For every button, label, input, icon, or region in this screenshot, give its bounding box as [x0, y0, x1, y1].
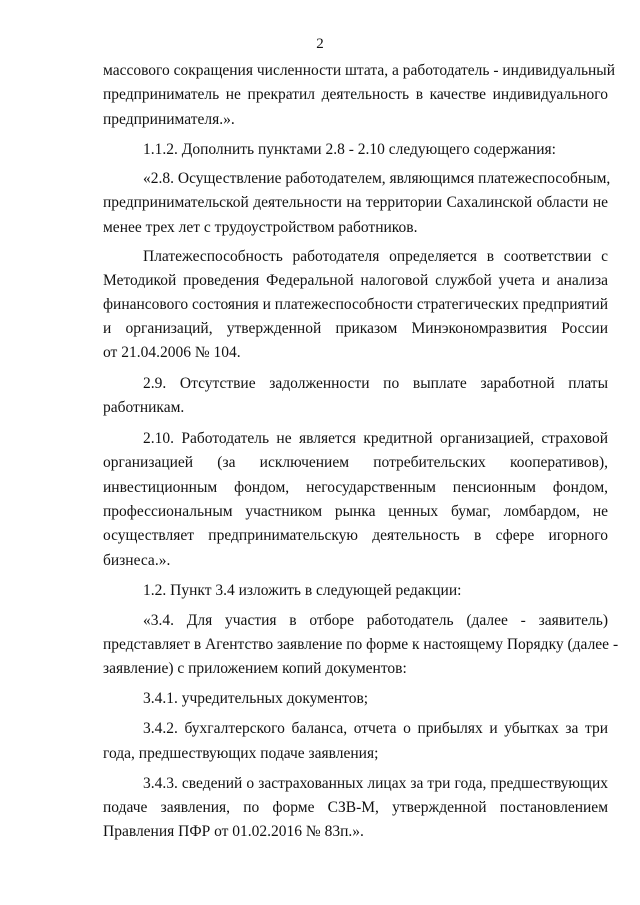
- text-line: 3.4.1. учредительных документов;: [143, 690, 369, 707]
- text-line: организацией (за исключением потребительских кооперативов),: [103, 454, 608, 471]
- text-line: работникам.: [103, 399, 185, 416]
- text-line: массового сокращения численности штата, а работодатель - индивидуальный: [103, 62, 616, 79]
- text-line: заявление) с приложением копий документов:: [103, 660, 407, 677]
- text-line: «3.4. Для участия в отборе работодатель (далее - заявитель): [143, 612, 608, 629]
- text-line: предпринимателя.».: [103, 111, 235, 128]
- text-line: 1.1.2. Дополнить пунктами 2.8 - 2.10 следующего содержания:: [143, 141, 556, 158]
- text-line: года, предшествующих подаче заявления;: [103, 745, 379, 762]
- text-line: Платежеспособность работодателя определяется в соответствии с: [143, 248, 608, 265]
- text-line: «2.8. Осуществление работодателем, являющимся платежеспособным,: [143, 170, 611, 187]
- text-line: Методикой проведения Федеральной налоговой службой учета и анализа: [103, 272, 608, 289]
- text-line: и организаций, утвержденной приказом Минэкономразвития России: [103, 320, 608, 337]
- text-line: представляет в Агентство заявление по форме к настоящему Порядку (далее -: [103, 636, 619, 653]
- text-line: инвестиционным фондом, негосударственным пенсионным фондом,: [103, 479, 608, 496]
- text-line: осуществляет предпринимательскую деятельность в сфере игорного: [103, 527, 608, 544]
- text-line: 2.9. Отсутствие задолженности по выплате заработной платы: [143, 375, 608, 392]
- text-line: 2.10. Работодатель не является кредитной организацией, страховой: [143, 430, 608, 447]
- text-line: финансового состояния и платежеспособности стратегических предприятий: [103, 296, 609, 313]
- text-line: Правления ПФР от 01.02.2016 № 83п.».: [103, 823, 364, 840]
- text-line: бизнеса.».: [103, 552, 171, 569]
- text-line: предпринимательской деятельности на территории Сахалинской области не: [103, 194, 608, 211]
- text-line: менее трех лет с трудоустройством работников.: [103, 219, 418, 236]
- page-number: 2: [316, 36, 324, 52]
- text-line: подаче заявления, по форме СЗВ-М, утвержденной постановлением: [103, 799, 608, 816]
- text-line: 1.2. Пункт 3.4 изложить в следующей редакции:: [143, 582, 462, 599]
- text-line: от 21.04.2006 № 104.: [103, 344, 241, 361]
- text-line: профессиональным участником рынка ценных бумаг, ломбардом, не: [103, 503, 608, 520]
- text-line: предприниматель не прекратил деятельность в качестве индивидуального: [103, 86, 608, 103]
- text-line: 3.4.2. бухгалтерского баланса, отчета о прибылях и убытках за три: [143, 720, 608, 737]
- text-line: 3.4.3. сведений о застрахованных лицах за три года, предшествующих: [143, 775, 608, 792]
